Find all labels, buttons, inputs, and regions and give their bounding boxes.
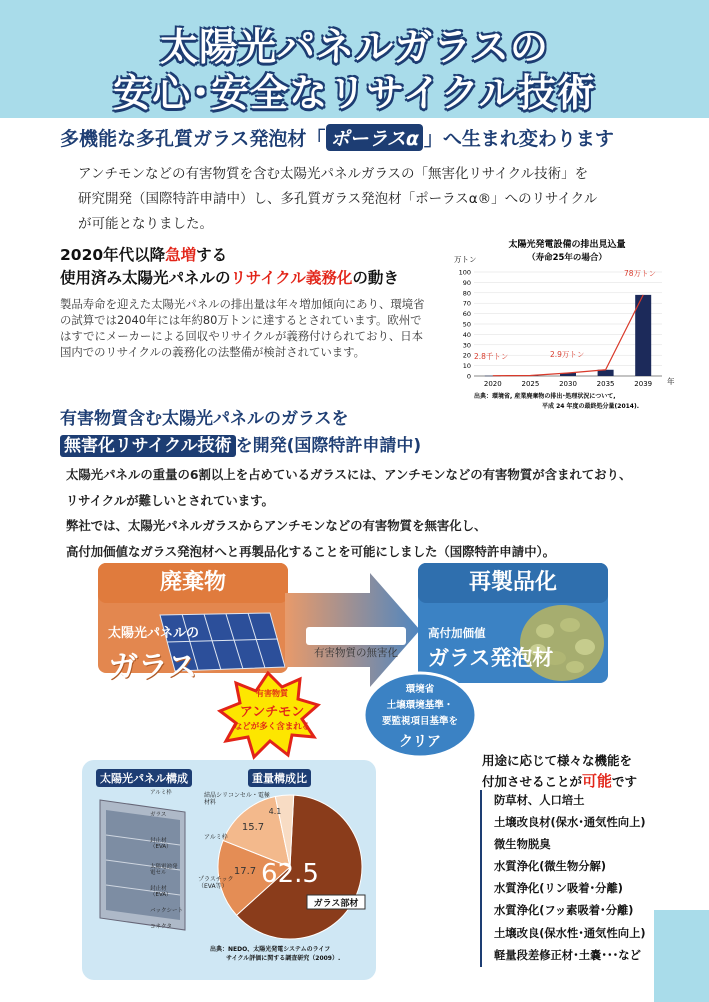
uses-title-red: 可能 bbox=[582, 772, 613, 790]
pie-value-plastic: 17.7 bbox=[233, 866, 257, 877]
chart-y-tick-label: 0 bbox=[466, 372, 471, 381]
chart-annotation: 2.9万トン bbox=[550, 350, 585, 359]
pie-label-aluminum: アルミ枠 bbox=[204, 834, 228, 841]
body-line: 弊社では、太陽光パネルガラスからアンチモンなどの有害物質を無害化し、 bbox=[66, 518, 487, 533]
emission-bar-chart bbox=[452, 236, 682, 416]
layer-label: 封止材（EVA） bbox=[150, 838, 172, 850]
pie-label-glass: ガラス部材 bbox=[313, 899, 359, 909]
section1-heading bbox=[60, 244, 460, 290]
layer-label: 封止材（EVA） bbox=[150, 886, 172, 898]
arrow-label-2: 有害物質の無害化 bbox=[314, 647, 398, 659]
pie-title: 重量構成比 bbox=[248, 769, 311, 787]
heading-red-text: 急増 bbox=[165, 246, 197, 264]
chart-trend-line bbox=[493, 295, 643, 376]
product-sub: 高付加価値 bbox=[428, 626, 486, 640]
arrow-label-1: ガラス発泡技術 bbox=[319, 628, 393, 640]
heading-text: 2020年代以降 bbox=[60, 246, 166, 264]
chart-x-tick-label: 2035 bbox=[596, 380, 615, 388]
waste-main: ガラス bbox=[108, 650, 198, 685]
intro-line: 研究開発（国際特許申請中）し、多孔質ガラス発泡材「ポーラスα®」へのリサイクル bbox=[78, 191, 598, 207]
chart-annotation: 78万トン bbox=[624, 269, 657, 278]
list-item: 水質浄化(フッ素吸着･分離) bbox=[494, 904, 634, 918]
body-line: 高付加価値なガラス発泡材へと再製品化することを可能にしました（国際特許申請中）。 bbox=[66, 543, 556, 559]
burst-line2: アンチモン bbox=[239, 705, 305, 720]
subtitle-post: 」へ生まれ変わります bbox=[423, 128, 614, 150]
uses-title bbox=[482, 750, 672, 792]
list-item: 水質浄化(リン吸着･分離) bbox=[494, 882, 623, 896]
uses-list bbox=[480, 790, 680, 967]
section2-body bbox=[66, 462, 676, 564]
list-item: 防草材、人口培土 bbox=[494, 794, 585, 807]
pie-value-glass: 62.5 bbox=[261, 859, 319, 889]
page-title-line2: 安心･安全なリサイクル技術 bbox=[113, 71, 596, 115]
intro-paragraph bbox=[78, 162, 658, 237]
heading-red-text: リサイクル義務化 bbox=[230, 269, 353, 287]
section2-heading-line1: 有害物質含む太陽光パネルのガラスを bbox=[60, 409, 349, 429]
ellipse-line3: 要監視項目基準を bbox=[381, 716, 458, 727]
chart-y-tick-label: 80 bbox=[462, 289, 471, 298]
body-line: 太陽光パネルの重量の6割以上を占めているガラスには、アンチモンなどの有害物質が含まれており、 bbox=[66, 467, 632, 482]
corner-decoration bbox=[654, 910, 709, 1002]
uses-title-text: です bbox=[612, 774, 638, 789]
list-item: 土壌改良材(保水･通気性向上) bbox=[494, 816, 646, 830]
chart-subtitle: （寿命25年の場合） bbox=[527, 253, 607, 263]
subtitle bbox=[60, 124, 680, 151]
chart-y-tick-label: 10 bbox=[462, 362, 471, 371]
chart-x-tick-label: 2030 bbox=[559, 380, 577, 388]
uses-title-text: 付加させることが bbox=[482, 774, 583, 789]
chart-annotation: 2.8千トン bbox=[474, 352, 509, 361]
ellipse-line1: 環境省 bbox=[405, 684, 435, 695]
heading-text: を開発(国際特許申請中) bbox=[235, 436, 422, 456]
burst-line3: などが多く含まれる bbox=[233, 722, 311, 732]
heading-text: 使用済み太陽光パネルの bbox=[60, 269, 231, 287]
waste-title: 廃棄物 bbox=[159, 570, 226, 595]
pie-value-aluminum: 15.7 bbox=[241, 822, 265, 833]
chart-y-tick-label: 60 bbox=[462, 310, 471, 319]
chart-x-tick-label: 2020 bbox=[483, 380, 502, 388]
chart-y-tick-label: 50 bbox=[462, 320, 471, 329]
pie-source-line2: サイクル評価に関する調査研究（2009）. bbox=[226, 955, 341, 962]
list-item: 微生物脱臭 bbox=[494, 838, 551, 852]
layer-label: コネクタ bbox=[150, 924, 172, 930]
heading-text: する bbox=[196, 246, 228, 264]
chart-x-tick-label: 2039 bbox=[634, 380, 653, 388]
product-title: 再製品化 bbox=[468, 570, 557, 595]
uses-title-line1: 用途に応じて様々な機能を bbox=[482, 753, 633, 768]
waste-sub: 太陽光パネルの bbox=[108, 626, 200, 641]
heading-text: の動き bbox=[352, 269, 399, 287]
layer-label: アルミ枠 bbox=[150, 790, 172, 796]
chart-source: 出典：環境省, 産業廃棄物の排出･処理状況について, bbox=[474, 393, 616, 400]
intro-line: が可能となりました。 bbox=[78, 216, 213, 232]
layer-label: ガラス bbox=[150, 812, 167, 818]
layer-label: バックシート bbox=[150, 908, 184, 914]
burst-line1: 有害物質 bbox=[256, 689, 288, 698]
chart-y-tick-label: 40 bbox=[462, 330, 471, 339]
list-item: 土壌改良(保水性･通気性向上) bbox=[494, 926, 646, 940]
chart-y-tick-label: 90 bbox=[462, 278, 471, 287]
porous-alpha-badge: ポーラスα bbox=[326, 124, 422, 151]
section1-body: 製品寿命を迎えた太陽光パネルの排出量は年々増加傾向にあり、環境省の試算では2040年には年約80万トンに達するとされています。欧州ではすでにメーカーによる回収やリサイクルが義務付けられており、日本国内でのリサイクルの義務化の法整備が検討されています。 bbox=[60, 297, 425, 359]
body-line: リサイクルが難しいとされています。 bbox=[66, 492, 274, 508]
chart-x-tick-label: 2025 bbox=[521, 380, 540, 388]
pie-source-line1: 出典：NEDO、太陽光発電システムのライフ bbox=[210, 946, 331, 953]
subtitle-pre: 多機能な多孔質ガラス発泡材「 bbox=[60, 128, 326, 150]
intro-line: アンチモンなどの有害物質を含む太陽光パネルガラスの「無害化リサイクル技術」を bbox=[78, 166, 589, 182]
chart-xlabel: 年 bbox=[667, 377, 675, 386]
list-item: 軽量段差修正材･土嚢･･･など bbox=[494, 948, 641, 962]
section2-heading-line2 bbox=[60, 431, 500, 456]
chart-y-tick-label: 30 bbox=[462, 341, 471, 350]
list-item: 水質浄化(微生物分解) bbox=[494, 860, 606, 874]
pie-value-silicon: 4.1 bbox=[268, 807, 282, 816]
layer-label: 太陽電池発電セル bbox=[150, 864, 178, 876]
pie-label-plastic: プラスチック（EVA等） bbox=[198, 876, 234, 890]
ellipse-line4: クリア bbox=[399, 734, 441, 750]
ellipse-line2: 土壌環境基準・ bbox=[386, 700, 454, 711]
composition-pie-chart bbox=[195, 782, 370, 942]
chart-source: 平成 24 年度の最終処分量(2014). bbox=[542, 403, 639, 410]
product-main: ガラス発泡材 bbox=[428, 646, 554, 670]
panel-structure-title: 太陽光パネル構成 bbox=[96, 769, 192, 787]
chart-y-tick-label: 100 bbox=[458, 268, 471, 277]
chart-y-tick-label: 70 bbox=[462, 299, 471, 308]
header-banner bbox=[0, 0, 709, 118]
detox-tech-highlight: 無害化リサイクル技術 bbox=[60, 435, 236, 457]
pie-label-silicon: 結晶シリコンセル・電極材料 bbox=[204, 792, 270, 806]
page-title-line1: 太陽光パネルガラスの bbox=[160, 25, 549, 69]
chart-title: 太陽光発電設備の排出見込量 bbox=[508, 240, 626, 250]
chart-y-tick-label: 20 bbox=[462, 351, 471, 360]
chart-ylabel: 万トン bbox=[454, 255, 477, 264]
